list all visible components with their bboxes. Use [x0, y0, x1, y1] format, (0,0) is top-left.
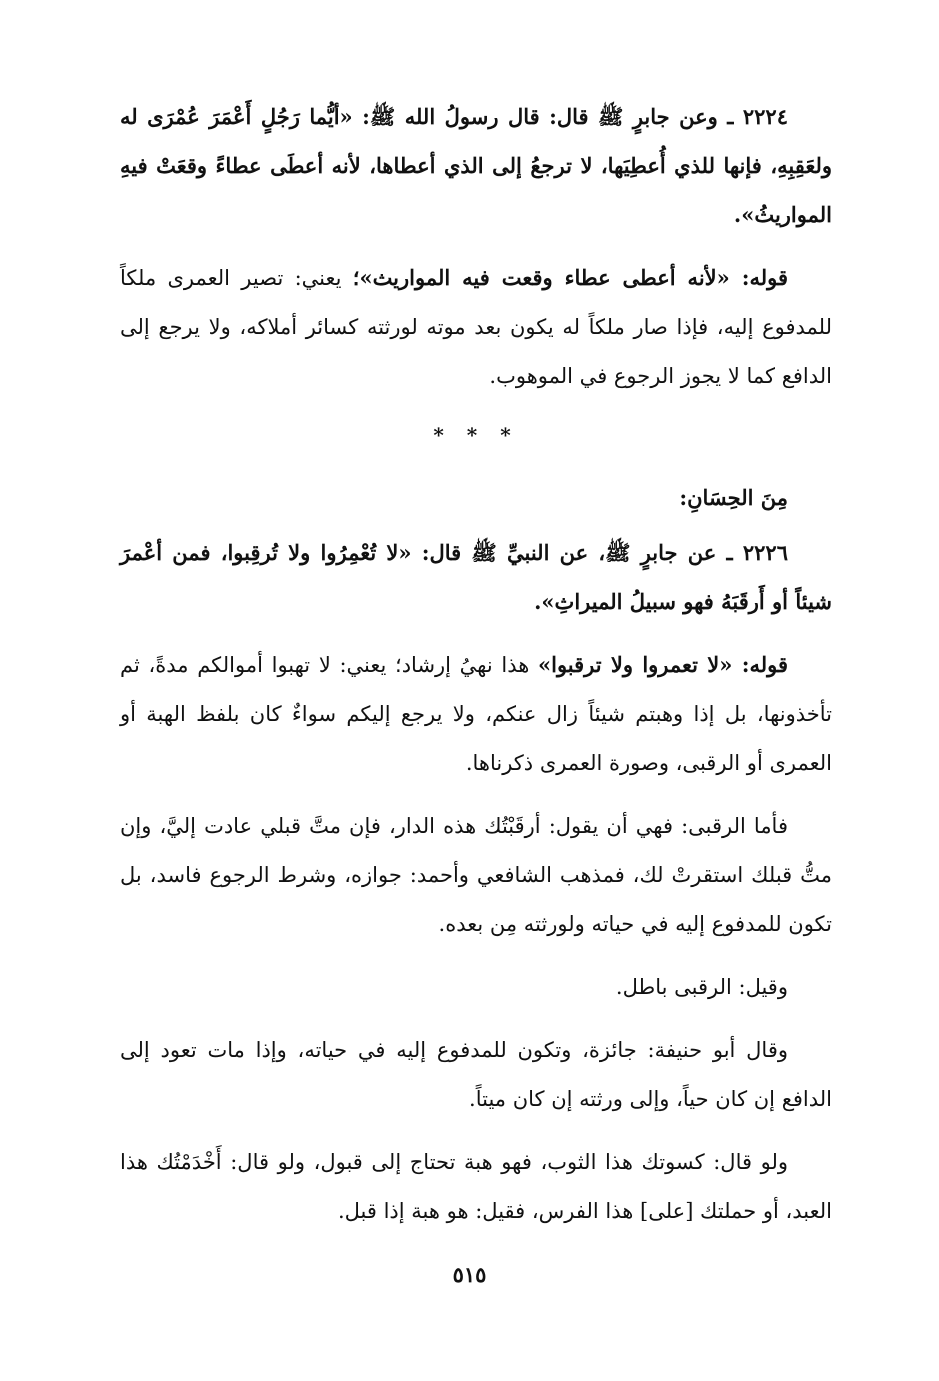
hadith-2226-text: ٢٢٢٦ ـ عن جابرٍ ﷺ، عن النبيِّ ﷺ قال: «لا تُعْمِرُوا ولا تُرقِبوا، فمن أعْمرَ شيئاً أو أَرقَبَهُ فهو سبيلُ الميراثِ».: [120, 540, 832, 614]
commentary-2-text: هذا نهيُ إرشاد؛ يعني: لا تهبوا أموالكم مدةً، ثم تأخذونها، بل إذا وهبتم شيئاً زال عنكم، ولا يرجع إليكم سواءٌ كان بلفظ الهبة أو العمرى أو الرقبى، وصورة العمرى ذكرناها.: [120, 653, 832, 775]
commentary-paragraph-2: [120, 640, 832, 788]
commentary-1-lead: قوله: «لأنه أعطى عطاء وقعت فيه المواريث»؛: [352, 265, 788, 290]
hadith-2224: [120, 92, 832, 239]
paragraph-batil: وقيل: الرقبى باطل.: [615, 975, 788, 999]
page-number: ٥١٥: [452, 1262, 487, 1287]
commentary-2-lead: قوله: «لا تعمروا ولا ترقبوا»: [537, 652, 788, 677]
hadith-2224-text: ٢٢٢٤ ـ وعن جابرٍ ﷺ قال: قال رسولُ الله ﷺ: «أيُّما رَجُلٍ أَعْمَرَ عُمْرَى له ولعَقِبِهِ، فإنها للذي أُعطِيَها، لا ترجعُ إلى الذي أعطاها، لأنه أعطَى عطاءً وقعَتْ فيهِ المواريثُ».: [120, 104, 832, 227]
paragraph-abu-hanifa: وقال أبو حنيفة: جائزة، وتكون للمدفوع إليه في حياته، وإذا مات تعود إلى الدافع إن كان حياً، وإلى ورثته إن كان ميتاً.: [120, 1038, 832, 1111]
commentary-paragraph-1: [120, 253, 832, 401]
hadith-2226: [120, 528, 832, 626]
paragraph-kiswa: ولو قال: كسوتك هذا الثوب، فهو هبة تحتاج إلى قبول، ولو قال: أَخْدَمْتُك هذا العبد، أو حملتك [على] هذا الفرس، فقيل: هو هبة إذا قبل.: [120, 1150, 832, 1223]
section-heading: مِنَ الحِسَانِ:: [679, 485, 788, 510]
section-separator: * * *: [433, 423, 519, 447]
commentary-1-text: يعني: تصير العمرى ملكاً للمدفوع إليه، فإذا صار ملكاً له يكون بعد موته لورثته كسائر أملاكه، ولا يرجع إلى الدافع كما لا يجوز الرجوع في الموهوب.: [120, 266, 832, 388]
paragraph-ruqba: فأما الرقبى: فهي أن يقول: أرقَبْتُك هذه الدار، فإن متَّ قبلي عادت إليَّ، وإن متُّ قبلك استقرتْ لك، فمذهب الشافعي وأحمد: جوازه، وشرط الرجوع فاسد، بل تكون للمدفوع إليه في حياته ولورثته مِن بعده.: [120, 814, 832, 936]
page-body: [120, 92, 832, 1250]
